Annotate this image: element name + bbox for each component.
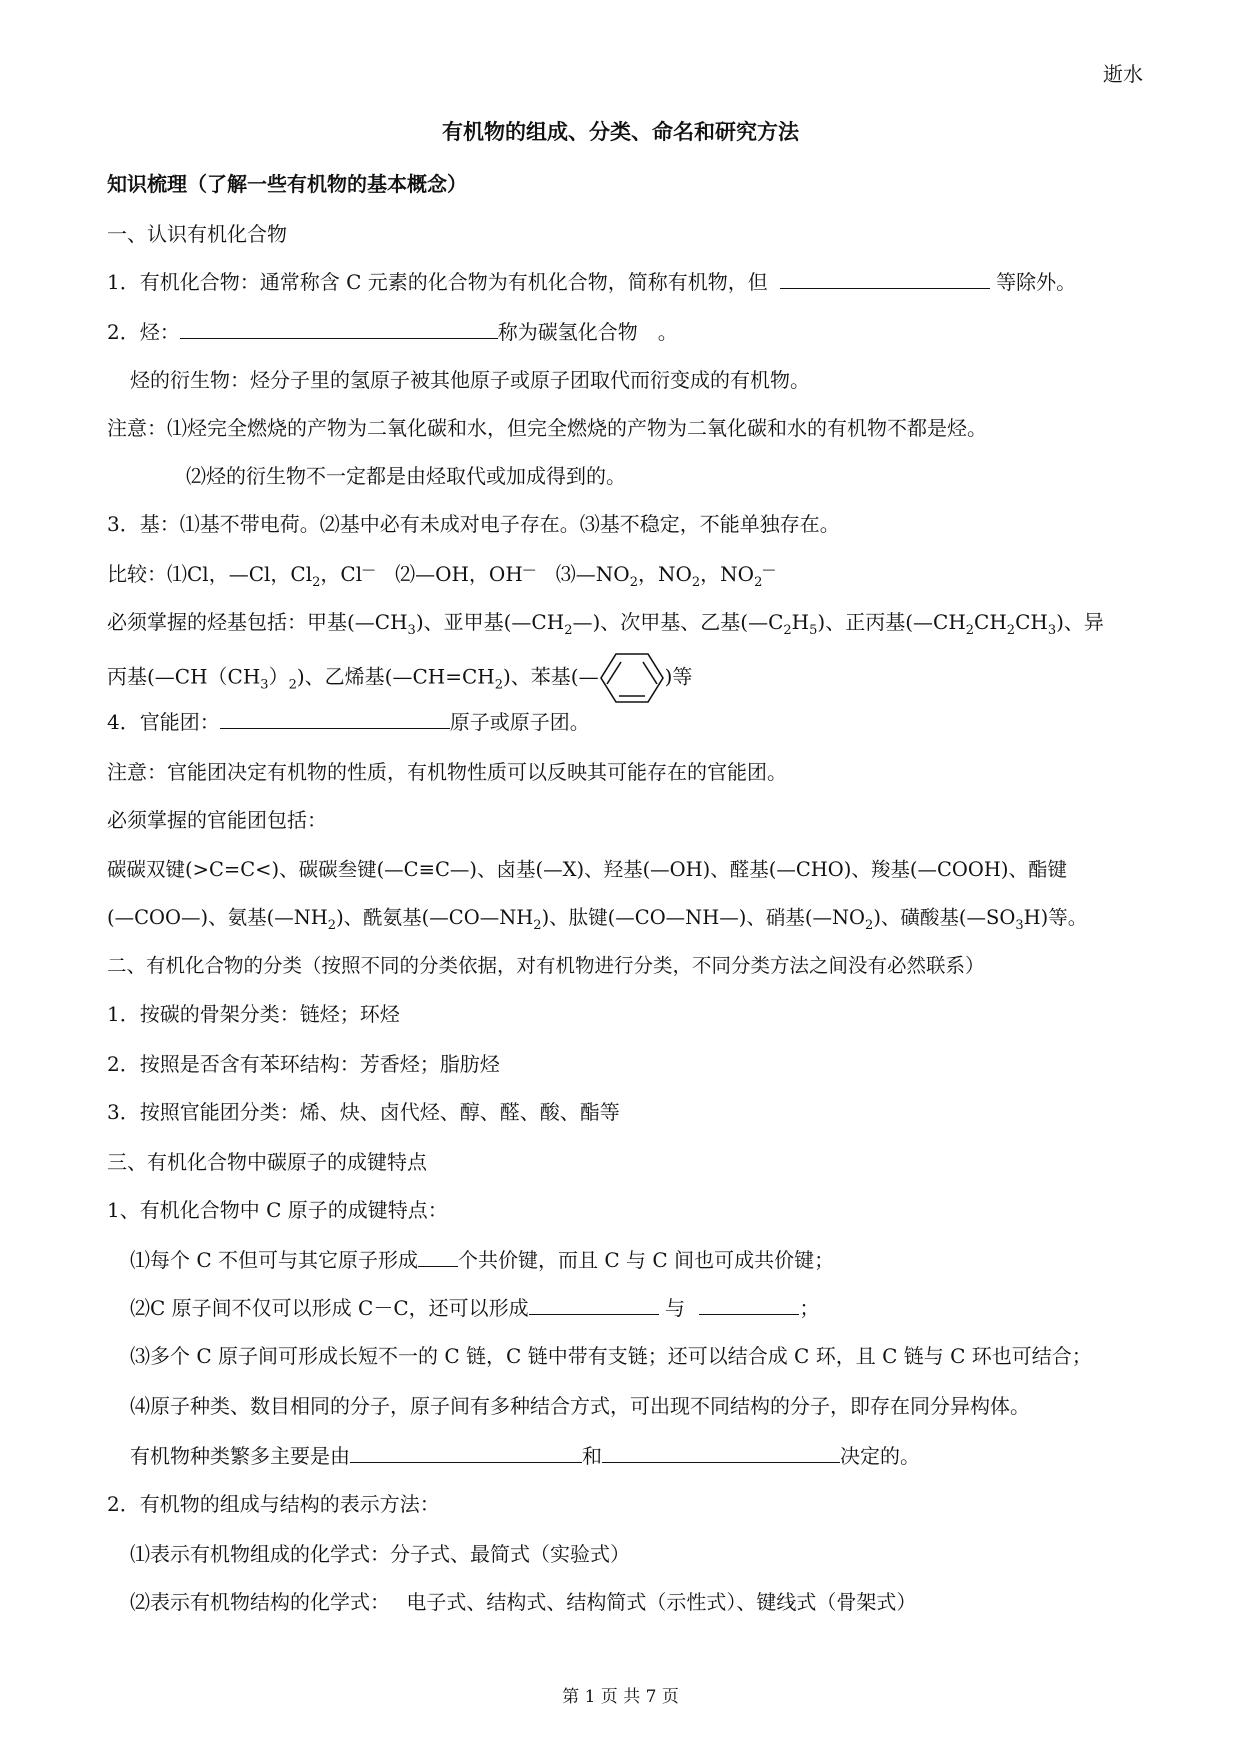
note-1: 注意：⑴烃完全燃烧的产物为二氧化碳和水，但完全燃烧的产物为二氧化碳和水的有机物不都是烃。 — [107, 416, 987, 440]
text: ； — [799, 1296, 820, 1320]
item-derivative: 烃的衍生物：烃分子里的氢原子被其他原子或原子团取代而衍变成的有机物。 — [130, 368, 810, 392]
text: 必须掌握的烃基包括：甲基(—CH — [107, 610, 408, 634]
note-3: 注意：官能团决定有机物的性质，有机物性质可以反映其可能存在的官能团。 — [107, 760, 787, 784]
section-heading-3: 三、有机化合物中碳原子的成键特点 — [107, 1150, 427, 1174]
representation-1: ⑴表示有机物组成的化学式：分子式、最简式（实验式） — [130, 1542, 630, 1566]
text: 称为碳氢化合物 。 — [497, 320, 678, 344]
bonding-item-1 — [130, 1244, 834, 1273]
text: )、乙烯基(—CH=CH — [296, 664, 495, 689]
text: 4．官能团： — [107, 710, 220, 734]
text: ⑶—NO — [535, 562, 630, 586]
item-organic-compound — [107, 266, 1076, 295]
benzene-ring-icon — [599, 650, 665, 706]
text: )等 — [664, 664, 693, 689]
note-2: ⑵烃的衍生物不一定都是由烃取代或加成得到的。 — [186, 464, 626, 488]
representation-heading: 2．有机物的组成与结构的表示方法： — [107, 1492, 440, 1516]
bonding-conclusion — [130, 1440, 920, 1469]
text: H — [791, 610, 810, 634]
text: H)等。 — [1023, 906, 1088, 929]
functional-groups-2: (—COO—)、氨基$(—NH_2)$、酰氨基$(—CO—NH_2)$、肽键(—CO—NH—)、硝基$(—NO_2)$、磺酸基$(—SO_3H)$等。 — [107, 906, 1088, 933]
fill-blank[interactable] — [529, 1296, 659, 1315]
text: (—COO—)、氨基(—NH — [107, 906, 328, 929]
bonding-heading: 1、有机化合物中 C 原子的成键特点： — [107, 1198, 448, 1222]
text: —)、次甲基、乙基(—C — [572, 610, 784, 634]
header-author: 逝水 — [1103, 62, 1143, 86]
item-hydrocarbon — [107, 316, 678, 345]
alkyl-groups-line-1: 必须掌握的烃基包括：甲基$(—CH_3)$、亚甲基$(—CH_2—)$、次甲基、乙基$(—C_2H_5)$、正丙基$(—CH_2CH_2CH_3)$、异 — [107, 610, 1104, 638]
fill-blank[interactable] — [780, 270, 990, 289]
fill-blank[interactable] — [602, 1444, 840, 1463]
text: 1．有机化合物：通常称含 C 元素的化合物为有机化合物，简称有机物，但 — [107, 270, 768, 294]
fill-blank[interactable] — [418, 1248, 458, 1267]
text: CH — [974, 610, 1007, 634]
text: ，NO — [637, 562, 692, 586]
text: )、异 — [1056, 610, 1104, 634]
item-functional-group — [107, 706, 590, 735]
page-number: 第 1 页 共 7 页 — [562, 1687, 679, 1707]
bonding-item-3: ⑶多个 C 原子间可形成长短不一的 C 链，C 链中带有支链；还可以结合成 C 环，且 C 链与 C 环也可结合； — [130, 1344, 1092, 1368]
functional-groups-label: 必须掌握的官能团包括： — [107, 808, 327, 832]
text: 决定的。 — [840, 1444, 920, 1468]
text: 与 — [664, 1296, 685, 1320]
text: 比较：⑴Cl，—Cl，Cl — [107, 562, 313, 586]
text: )、肽键(—CO—NH—)、硝基(—NO — [541, 906, 866, 929]
text: )、酰氨基(—CO—NH — [336, 906, 534, 929]
text: ⑴每个 C 不但可与其它原子形成 — [130, 1248, 419, 1272]
representation-2: ⑵表示有机物结构的化学式： 电子式、结构式、结构简式（示性式）、键线式（骨架式） — [130, 1590, 917, 1614]
text: CH — [1015, 610, 1048, 634]
text: 原子或原子团。 — [449, 710, 590, 734]
functional-groups-1: 碳碳双键(>C=C<)、碳碳叁键(—C≡C—)、卤基(—X)、羟基(—OH)、醛基(—CHO)、羧基(—COOH)、酯键 — [107, 858, 1068, 881]
text: 个共价键，而且 C 与 C 间也可成共价键； — [458, 1248, 835, 1272]
section-heading-2: 二、有机化合物的分类（按照不同的分类依据，对有机物进行分类，不同分类方法之间没有必然联系） — [107, 954, 985, 977]
text: )、苯基(— — [503, 664, 599, 689]
page-title: 有机物的组成、分类、命名和研究方法 — [442, 119, 799, 144]
compare-line: 比较：⑴Cl，—Cl，$Cl_2$，Cl— ⑵—OH，OH— $⑶—NO_2$，$NO_2$，$NO_2^—$ — [107, 562, 776, 590]
text: 有机物种类繁多主要是由 — [130, 1444, 350, 1468]
bonding-item-2 — [130, 1292, 819, 1321]
text: ，NO — [700, 562, 755, 586]
classification-3: 3．按照官能团分类：烯、炔、卤代烃、醇、醛、酸、酯等 — [107, 1100, 620, 1124]
alkyl-groups-line-2: 丙基$(—CH(CH_3)_2)$、乙烯基$(—CH=CH_2)$、苯基(— )等 — [107, 650, 692, 706]
text: ⑵C 原子间不仅可以形成 C－C，还可以形成 — [130, 1296, 529, 1320]
text: 等除外。 — [996, 270, 1077, 294]
fill-blank[interactable] — [180, 320, 498, 339]
fill-blank[interactable] — [220, 710, 450, 729]
text: )、亚甲基(—CH — [415, 610, 565, 634]
classification-2: 2．按照是否含有苯环结构：芳香烃；脂肪烃 — [107, 1052, 500, 1076]
text: 丙基(—CH（CH — [107, 664, 261, 689]
text: 和 — [582, 1444, 602, 1468]
text: ） — [268, 664, 289, 689]
text: 2．烃： — [107, 320, 180, 344]
item-radical: 3．基：⑴基不带电荷。⑵基中必有未成对电子存在。⑶基不稳定，不能单独存在。 — [107, 512, 840, 536]
bonding-item-4: ⑷原子种类、数目相同的分子，原子间有多种结合方式，可出现不同结构的分子，即存在同分异构体。 — [130, 1394, 1030, 1418]
fill-blank[interactable] — [699, 1296, 799, 1315]
section-heading-1: 一、认识有机化合物 — [107, 222, 287, 246]
section-heading-knowledge: 知识梳理（了解一些有机物的基本概念） — [107, 172, 467, 196]
text: )、磺酸基(—SO — [873, 906, 1016, 929]
classification-1: 1．按碳的骨架分类：链烃；环烃 — [107, 1002, 400, 1026]
text: )、正丙基(—CH — [817, 610, 966, 634]
text: ⑵—OH，OH — [375, 562, 523, 586]
text: ，Cl — [320, 562, 363, 586]
fill-blank[interactable] — [350, 1444, 582, 1463]
